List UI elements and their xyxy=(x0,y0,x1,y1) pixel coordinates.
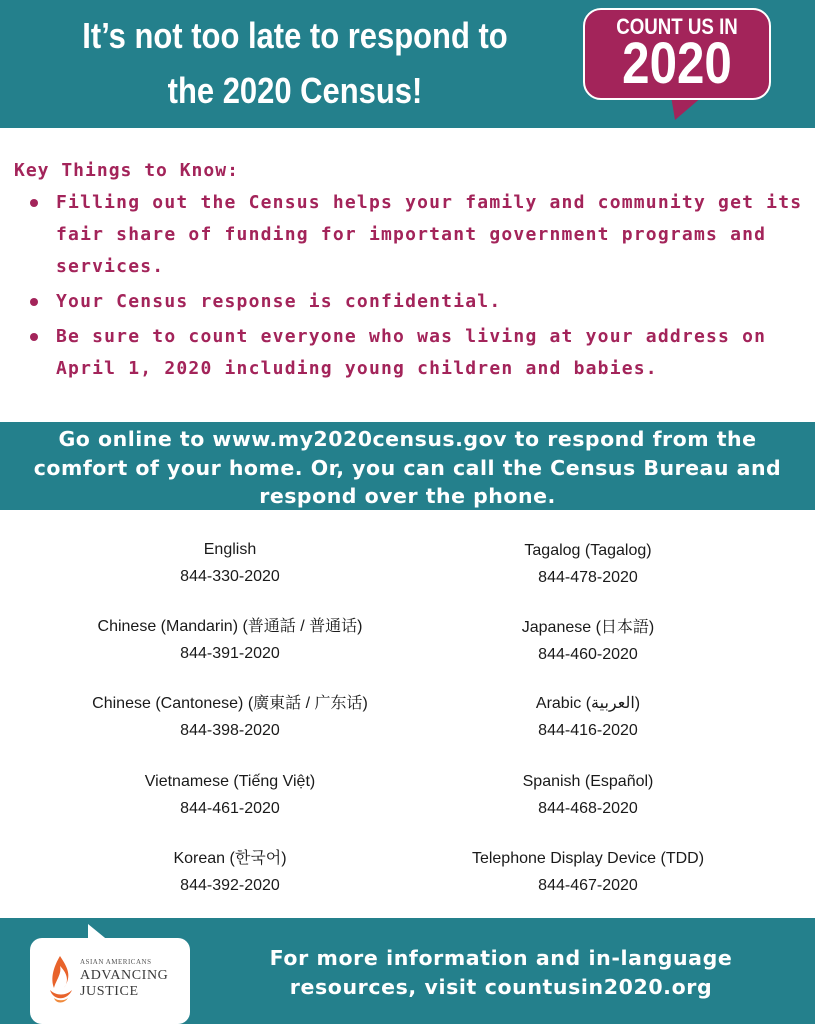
phone-language: English xyxy=(203,541,257,558)
phone-entry-korean xyxy=(50,845,410,899)
flame-icon xyxy=(46,954,74,1004)
phone-entry-cantonese xyxy=(50,690,410,744)
phone-entry-tdd xyxy=(408,845,768,899)
key-things-item xyxy=(14,187,804,283)
advancing-justice-logo xyxy=(30,938,192,1024)
phone-language: Arabic (العربية) xyxy=(535,695,641,712)
phone-entry-tagalog xyxy=(408,537,768,591)
phone-language: Chinese (Cantonese) (廣東話 / 广东话) xyxy=(92,695,368,712)
key-things-item xyxy=(14,286,804,318)
key-things-item xyxy=(14,321,804,385)
key-things-section xyxy=(14,160,804,388)
phone-entry-arabic xyxy=(408,690,768,744)
logo-text-advancing: ADVANCING xyxy=(80,968,169,983)
phone-entry-spanish xyxy=(408,768,768,822)
phone-language: Chinese (Mandarin) (普通話 / 普通话) xyxy=(97,618,363,635)
page-title: It’s not too late to respond to the 2020 Census! xyxy=(82,15,508,111)
phone-number: 844-467-2020 xyxy=(538,877,638,894)
badge-text-count-us-in: COUNT US IN xyxy=(616,14,738,39)
phone-number: 844-416-2020 xyxy=(538,722,638,739)
phone-number: 844-461-2020 xyxy=(180,800,280,817)
online-response-band xyxy=(0,422,815,510)
bullet-icon xyxy=(30,298,38,306)
logo-text-justice: JUSTICE xyxy=(80,984,139,999)
bullet-icon xyxy=(30,333,38,341)
header-band xyxy=(0,0,815,128)
key-things-title: Key Things to Know: xyxy=(14,160,239,181)
phone-language: Japanese (日本語) xyxy=(521,619,655,636)
phone-entry-mandarin xyxy=(50,613,410,667)
key-things-item-text: Be sure to count everyone who was living at your address on April 1, 2020 including young children and babies. xyxy=(56,326,767,379)
phone-number: 844-391-2020 xyxy=(180,645,280,662)
footer-info-text: For more information and in-language resources, visit countusin2020.org xyxy=(269,946,733,999)
phone-number: 844-460-2020 xyxy=(538,646,638,663)
phone-language: Korean (한국어) xyxy=(173,850,287,867)
key-things-list xyxy=(14,187,804,385)
phone-number: 844-392-2020 xyxy=(180,877,280,894)
key-things-item-text: Filling out the Census helps your family and community get its fair share of funding for important government programs and services. xyxy=(56,192,803,277)
footer-band xyxy=(0,918,815,1024)
phone-language: Tagalog (Tagalog) xyxy=(524,542,652,559)
phone-number: 844-468-2020 xyxy=(538,800,638,817)
count-us-in-badge xyxy=(583,8,773,120)
online-response-text: Go online to www.my2020census.gov to respond from the comfort of your home. Or, you can call the Census Bureau and respond over the phone. xyxy=(33,427,782,508)
phone-number: 844-330-2020 xyxy=(180,568,280,585)
phone-number: 844-478-2020 xyxy=(538,569,638,586)
phone-entry-english xyxy=(50,536,410,590)
badge-text-year: 2020 xyxy=(622,31,732,96)
phone-entry-japanese xyxy=(408,614,768,668)
key-things-item-text: Your Census response is confidential. xyxy=(56,291,502,312)
logo-small-text: ASIAN AMERICANS xyxy=(80,958,152,966)
phone-language: Spanish (Español) xyxy=(522,773,654,790)
phone-entry-vietnamese xyxy=(50,768,410,822)
bullet-icon xyxy=(30,199,38,207)
phone-number: 844-398-2020 xyxy=(180,722,280,739)
phone-language: Telephone Display Device (TDD) xyxy=(471,850,705,867)
phone-language: Vietnamese (Tiếng Việt) xyxy=(144,773,316,790)
